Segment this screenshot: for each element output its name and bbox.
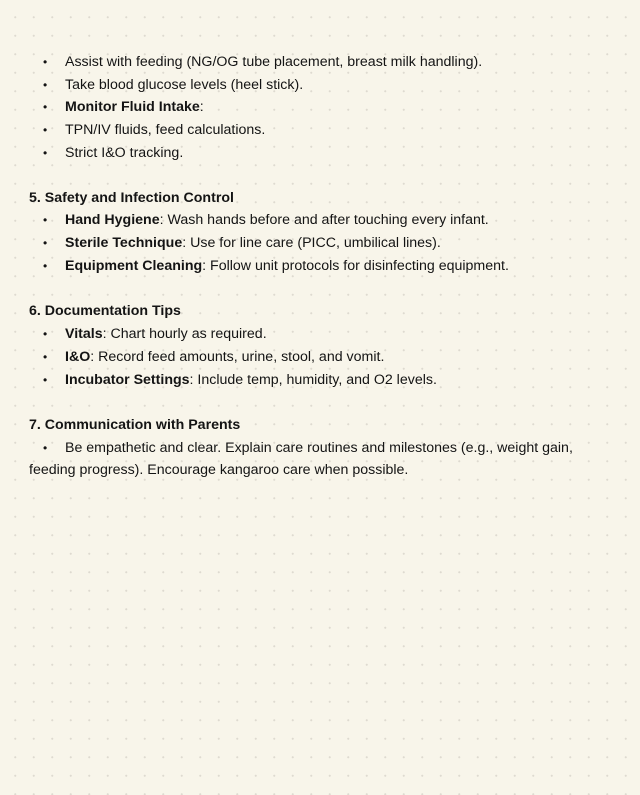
list-item: • Hand Hygiene: Wash hands before and after touching every infant. bbox=[43, 212, 489, 228]
list-item: • Incubator Settings: Include temp, humidity, and O2 levels. bbox=[43, 372, 437, 388]
bullet: • bbox=[43, 123, 48, 137]
bullet: • bbox=[43, 441, 48, 455]
list-item: • Strict I&O tracking. bbox=[43, 145, 184, 161]
bullet: • bbox=[43, 373, 48, 387]
list-item: • Equipment Cleaning: Follow unit protocols for disinfecting equipment. bbox=[43, 258, 509, 274]
list-item: • Take blood glucose levels (heel stick). bbox=[43, 77, 304, 93]
bullet: • bbox=[43, 259, 48, 273]
section-heading: 6. Documentation Tips bbox=[29, 303, 181, 319]
bullet: • bbox=[43, 146, 48, 160]
list-item: • I&O: Record feed amounts, urine, stool, and vomit. bbox=[43, 349, 385, 365]
bullet: • bbox=[43, 327, 48, 341]
list-item: • Be empathetic and clear. Explain care routines and milestones (e.g., weight gain, bbox=[43, 440, 573, 456]
paragraph-continuation: feeding progress). Encourage kangaroo care when possible. bbox=[29, 462, 409, 478]
bullet: • bbox=[43, 55, 48, 69]
bullet: • bbox=[43, 100, 48, 114]
section-heading: 5. Safety and Infection Control bbox=[29, 190, 234, 206]
bullet: • bbox=[43, 350, 48, 364]
list-item: • Sterile Technique: Use for line care (PICC, umbilical lines). bbox=[43, 235, 441, 251]
list-item: • TPN/IV fluids, feed calculations. bbox=[43, 122, 266, 138]
bullet: • bbox=[43, 78, 48, 92]
section-heading: 7. Communication with Parents bbox=[29, 417, 241, 433]
bullet: • bbox=[43, 236, 48, 250]
bullet: • bbox=[43, 213, 48, 227]
list-item: • Assist with feeding (NG/OG tube placement, breast milk handling). bbox=[43, 54, 483, 70]
list-item: • Monitor Fluid Intake: bbox=[43, 99, 204, 115]
list-item: • Vitals: Chart hourly as required. bbox=[43, 326, 267, 342]
